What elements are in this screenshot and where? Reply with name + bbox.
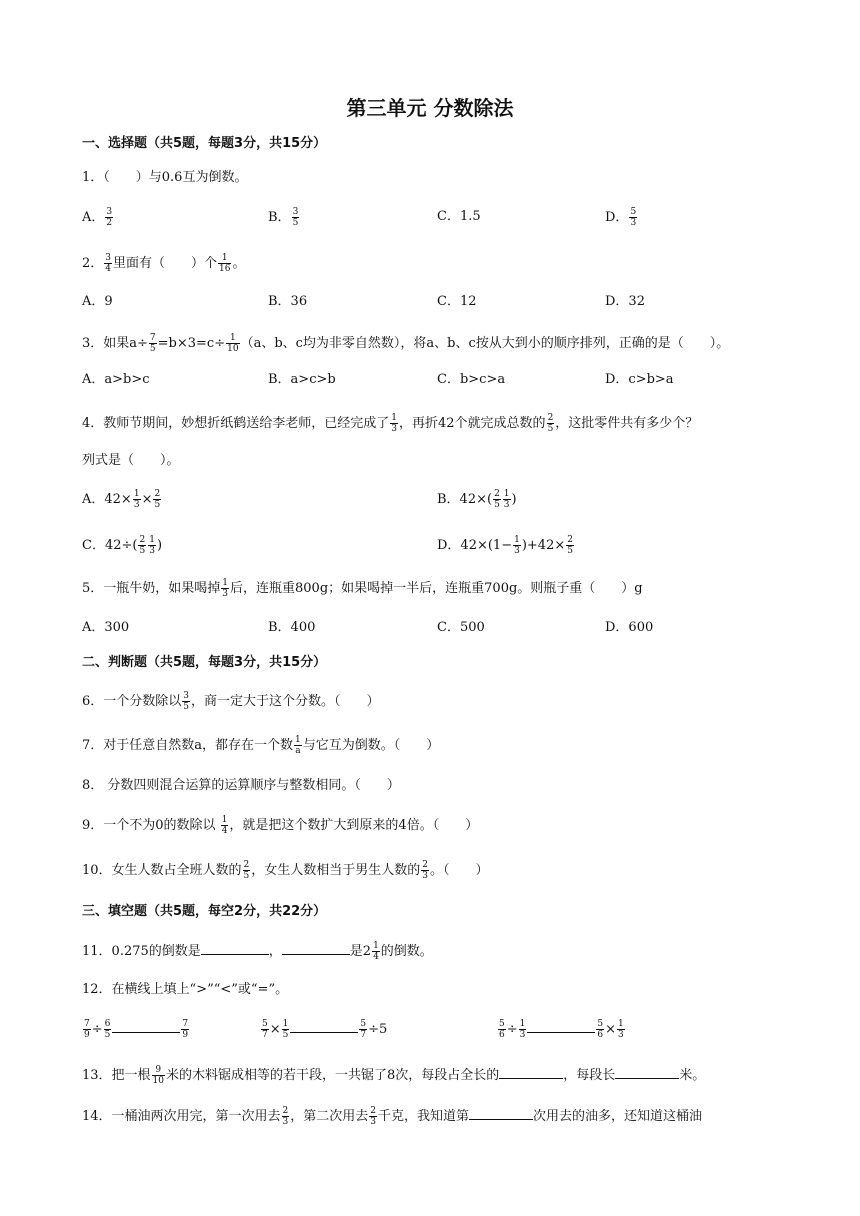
question-10: 10．女生人数占全班人数的 $\frac{2}{5}$ ，女生人数相当于男生人数的 $\frac{2}{3}$ 。（ ） xyxy=(82,860,489,881)
fraction: $\frac{2}{3}$ xyxy=(282,1106,289,1127)
q5-option-a: A．300 xyxy=(82,620,130,635)
fraction: $\frac{2}{5}$ xyxy=(567,535,573,556)
question-7: 7．对于任意自然数a，都存在一个数 $\frac{1}{a}$ 与它互为倒数。（ ） xyxy=(82,735,440,756)
fraction: $\frac{1}{10}$ xyxy=(227,333,239,354)
q1-option-d: D． $\frac{5}{3}$ xyxy=(605,207,637,228)
question-2: 2． $\frac{3}{4}$ 里面有（ ）个 $\frac{1}{16}$ 。 xyxy=(82,253,246,274)
question-1: 1．（ ）与0.6互为倒数。 xyxy=(82,170,248,185)
section-heading-judge: 二、判断题（共5题，每题3分，共15分） xyxy=(82,655,327,670)
q1-option-a: A． $\frac{3}{2}$ xyxy=(82,207,113,228)
q4-option-b: B．42×( $\frac{2}{5}$ $\frac{1}{3}$ ) xyxy=(437,489,517,510)
q2-option-c: C．12 xyxy=(437,294,477,309)
q3-option-c: C．b>c>a xyxy=(437,372,506,387)
q4-option-a: A．42× $\frac{1}{3}$ × $\frac{2}{5}$ xyxy=(82,489,161,510)
question-4-line-2: 列式是（ ）。 xyxy=(82,453,180,468)
q4-option-d: D．42×(1− $\frac{1}{3}$ )+42× $\frac{2}{5}$ xyxy=(437,535,573,556)
answer-blank[interactable] xyxy=(201,940,269,955)
fraction: $\frac{2}{5}$ xyxy=(494,489,500,510)
q1-option-b: B． $\frac{3}{5}$ xyxy=(268,207,299,228)
fraction: $\frac{1}{3}$ xyxy=(133,489,140,510)
page-title: 第三单元 分数除法 xyxy=(346,96,514,120)
answer-blank[interactable] xyxy=(527,1018,595,1033)
q3-option-d: D．c>b>a xyxy=(605,372,674,387)
fraction: $\frac{7}{5}$ xyxy=(149,333,156,354)
answer-blank[interactable] xyxy=(282,940,350,955)
fraction: $\frac{1}{16}$ xyxy=(219,253,231,274)
question-11: 11．0.275的倒数是 ， 是2 $\frac{1}{4}$ 的倒数。 xyxy=(82,941,433,962)
fraction: $\frac{2}{5}$ xyxy=(139,535,146,556)
question-8: 8． 分数四则混合运算的运算顺序与整数相同。（ ） xyxy=(82,778,400,793)
question-4: 4．教师节期间，妙想折纸鹤送给李老师，已经完成了 $\frac{1}{3}$ ，再折42个就完成总数的 $\frac{2}{5}$ ，这批零件共有多少个？ xyxy=(82,413,699,434)
q1-option-c: C．1.5 xyxy=(437,209,481,224)
fraction: $\frac{3}{5}$ xyxy=(292,207,299,228)
answer-blank[interactable] xyxy=(499,1064,563,1079)
answer-blank[interactable] xyxy=(615,1064,679,1079)
question-13: 13．把一根 $\frac{9}{10}$ 米的木料锯成相等的若干段，一共锯了8次，每段占全长的 ，每段长 米。 xyxy=(82,1065,706,1086)
fraction: $\frac{2}{5}$ xyxy=(547,413,554,434)
fraction: $\frac{1}{3}$ xyxy=(222,578,229,599)
q2-option-a: A．9 xyxy=(82,294,113,309)
fraction: $\frac{1}{3}$ xyxy=(149,535,155,556)
q2-option-b: B．36 xyxy=(268,294,308,309)
fraction: $\frac{1}{4}$ xyxy=(373,941,379,962)
question-6: 6．一个分数除以 $\frac{3}{5}$ ，商一定大于这个分数。（ ） xyxy=(82,691,380,712)
fraction: $\frac{1}{a}$ xyxy=(295,735,301,756)
q3-option-a: A．a>b>c xyxy=(82,372,150,387)
question-12: 12．在横线上填上“>”“<”或“=”。 xyxy=(82,982,289,997)
fraction: $\frac{5}{3}$ xyxy=(630,207,637,228)
fraction: $\frac{3}{4}$ xyxy=(105,253,112,274)
q4-option-c: C．42÷( $\frac{2}{5}$ $\frac{1}{3}$ ) xyxy=(82,535,163,556)
q5-option-b: B．400 xyxy=(268,620,316,635)
q12-expression-3: $\frac{5}{6}$ ÷ $\frac{1}{3}$ $\frac{5}{6}$ × $\frac{1}{3}$ xyxy=(499,1019,624,1040)
answer-blank[interactable] xyxy=(112,1018,180,1033)
fraction: $\frac{1}{4}$ xyxy=(221,815,228,836)
fraction: $\frac{1}{3}$ xyxy=(391,413,398,434)
q12-expression-2: $\frac{5}{7}$ × $\frac{1}{5}$ $\frac{5}{7}$ ÷5 xyxy=(262,1019,388,1040)
question-14: 14．一桶油两次用完，第一次用去 $\frac{2}{3}$ ，第二次用去 $\frac{2}{3}$ 千克，我知道第 次用去的油多，还知道这桶油 xyxy=(82,1106,703,1127)
question-5: 5．一瓶牛奶，如果喝掉 $\frac{1}{3}$ 后，连瓶重800g；如果喝掉一半后，连瓶重700g。则瓶子重（ ）g xyxy=(82,578,643,599)
fraction: $\frac{3}{5}$ xyxy=(183,691,190,712)
question-3: 3．如果a÷ $\frac{7}{5}$ =b×3=c÷ $\frac{1}{10}$ （a、b、c均为非零自然数），将a、b、c按从大到小的顺序排列，正确的是（ ）。 xyxy=(82,333,730,354)
fraction: $\frac{1}{3}$ xyxy=(514,535,520,556)
fraction: $\frac{2}{5}$ xyxy=(243,860,250,881)
fraction: $\frac{2}{3}$ xyxy=(422,860,429,881)
question-9: 9．一个不为0的数除以 $\frac{1}{4}$ ，就是把这个数扩大到原来的4倍。（ ） xyxy=(82,815,479,836)
fraction: $\frac{9}{10}$ xyxy=(152,1065,164,1086)
q12-expression-1: $\frac{7}{9}$ ÷ $\frac{6}{5}$ $\frac{7}{9}$ xyxy=(84,1019,189,1040)
fraction: $\frac{2}{5}$ xyxy=(154,489,161,510)
fraction: $\frac{2}{3}$ xyxy=(370,1106,377,1127)
q2-option-d: D．32 xyxy=(605,294,645,309)
fraction: $\frac{1}{3}$ xyxy=(503,489,510,510)
answer-blank[interactable] xyxy=(469,1105,533,1120)
q5-option-c: C．500 xyxy=(437,620,485,635)
q5-option-d: D．600 xyxy=(605,620,654,635)
section-heading-choice: 一、选择题（共5题，每题3分，共15分） xyxy=(82,136,327,151)
section-heading-fill: 三、填空题（共5题，每空2分，共22分） xyxy=(82,904,327,919)
q3-option-b: B．a>c>b xyxy=(268,372,336,387)
answer-blank[interactable] xyxy=(290,1018,358,1033)
fraction: $\frac{3}{2}$ xyxy=(106,207,113,228)
